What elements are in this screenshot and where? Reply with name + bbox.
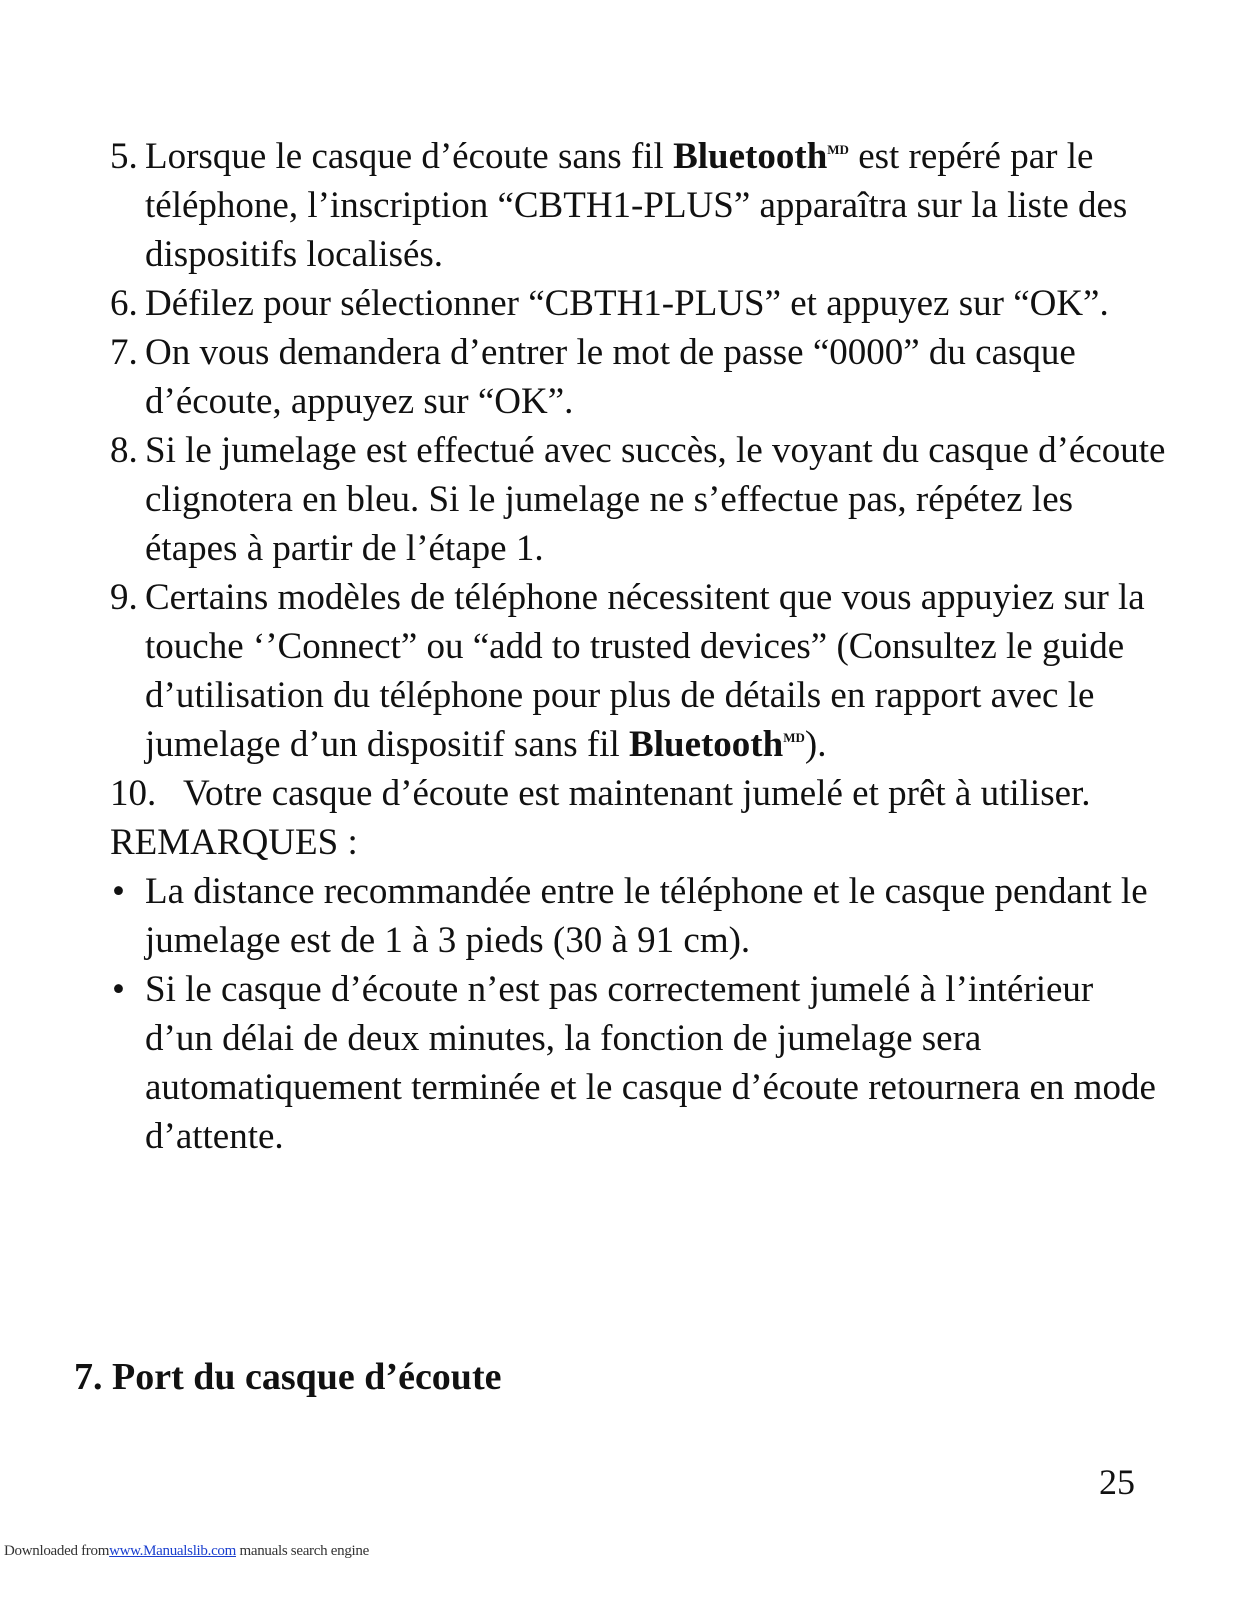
- step-text: Si le jumelage est effectué avec succès, le voyant du casque d’écoute clignotera en bleu. Si le jumelage ne s’effectue pas, répétez les étapes à partir de l’étape 1.: [145, 430, 1166, 569]
- step-9: [110, 573, 1170, 769]
- step-10: [110, 769, 1170, 818]
- remark-item: [110, 867, 1170, 965]
- download-footer: [4, 1541, 369, 1561]
- step-text: On vous demandera d’entrer le mot de passe “0000” du casque d’écoute, appuyez sur “OK”.: [145, 332, 1076, 422]
- remark-text: La distance recommandée entre le téléphone et le casque pendant le jumelage est de 1 à 3 pieds (30 à 91 cm).: [145, 871, 1148, 961]
- remarks-title: REMARQUES :: [110, 822, 358, 863]
- step-text: Certains modèles de téléphone nécessitent que vous appuyiez sur la touche ‘’Connect” ou “add to trusted devices” (Consultez le guide d’utilisation du téléphone pour plus de détails en rapport avec le jumelage d’un dispositif sans fil: [145, 577, 1145, 765]
- step-text-continued: est repéré par le téléphone, l’inscription “CBTH1-PLUS” apparaîtra sur la liste des dispositifs localisés.: [145, 136, 1128, 275]
- pairing-steps-list: [110, 132, 1170, 1161]
- step-text: Votre casque d’écoute est maintenant jumelé et prêt à utiliser.: [183, 773, 1091, 814]
- section-heading: 7. Port du casque d’écoute: [74, 1356, 502, 1398]
- page-number: 25: [1099, 1462, 1135, 1502]
- step-text: Défilez pour sélectionner “CBTH1-PLUS” et appuyez sur “OK”.: [145, 283, 1109, 324]
- step-number: 10.: [110, 773, 157, 814]
- step-7: [110, 328, 1170, 426]
- step-number: 6.: [110, 283, 138, 324]
- step-5: [110, 132, 1170, 279]
- step-text-continued: ).: [804, 724, 827, 765]
- remark-item: [110, 965, 1170, 1161]
- brand-mark: MD: [783, 730, 805, 745]
- bullet-icon: •: [112, 969, 125, 1010]
- brand-name: Bluetooth: [673, 136, 828, 177]
- step-8: [110, 426, 1170, 573]
- remark-text: Si le casque d’écoute n’est pas correctement jumelé à l’intérieur d’un délai de deux minutes, la fonction de jumelage sera automatiquement terminée et le casque d’écoute retournera en mode d’attente.: [145, 969, 1156, 1157]
- step-number: 8.: [110, 430, 138, 471]
- step-text: Lorsque le casque d’écoute sans fil: [145, 136, 664, 177]
- brand-mark: MD: [827, 142, 849, 157]
- bullet-icon: •: [112, 871, 125, 912]
- step-number: 7.: [110, 332, 138, 373]
- footer-prefix: Downloaded from: [4, 1543, 110, 1559]
- brand-name: Bluetooth: [629, 724, 784, 765]
- manualslib-link[interactable]: www.Manualslib.com: [109, 1543, 237, 1559]
- step-number: 5.: [110, 136, 138, 177]
- step-6: [110, 279, 1170, 328]
- footer-suffix: manuals search engine: [236, 1543, 369, 1559]
- step-number: 9.: [110, 577, 138, 618]
